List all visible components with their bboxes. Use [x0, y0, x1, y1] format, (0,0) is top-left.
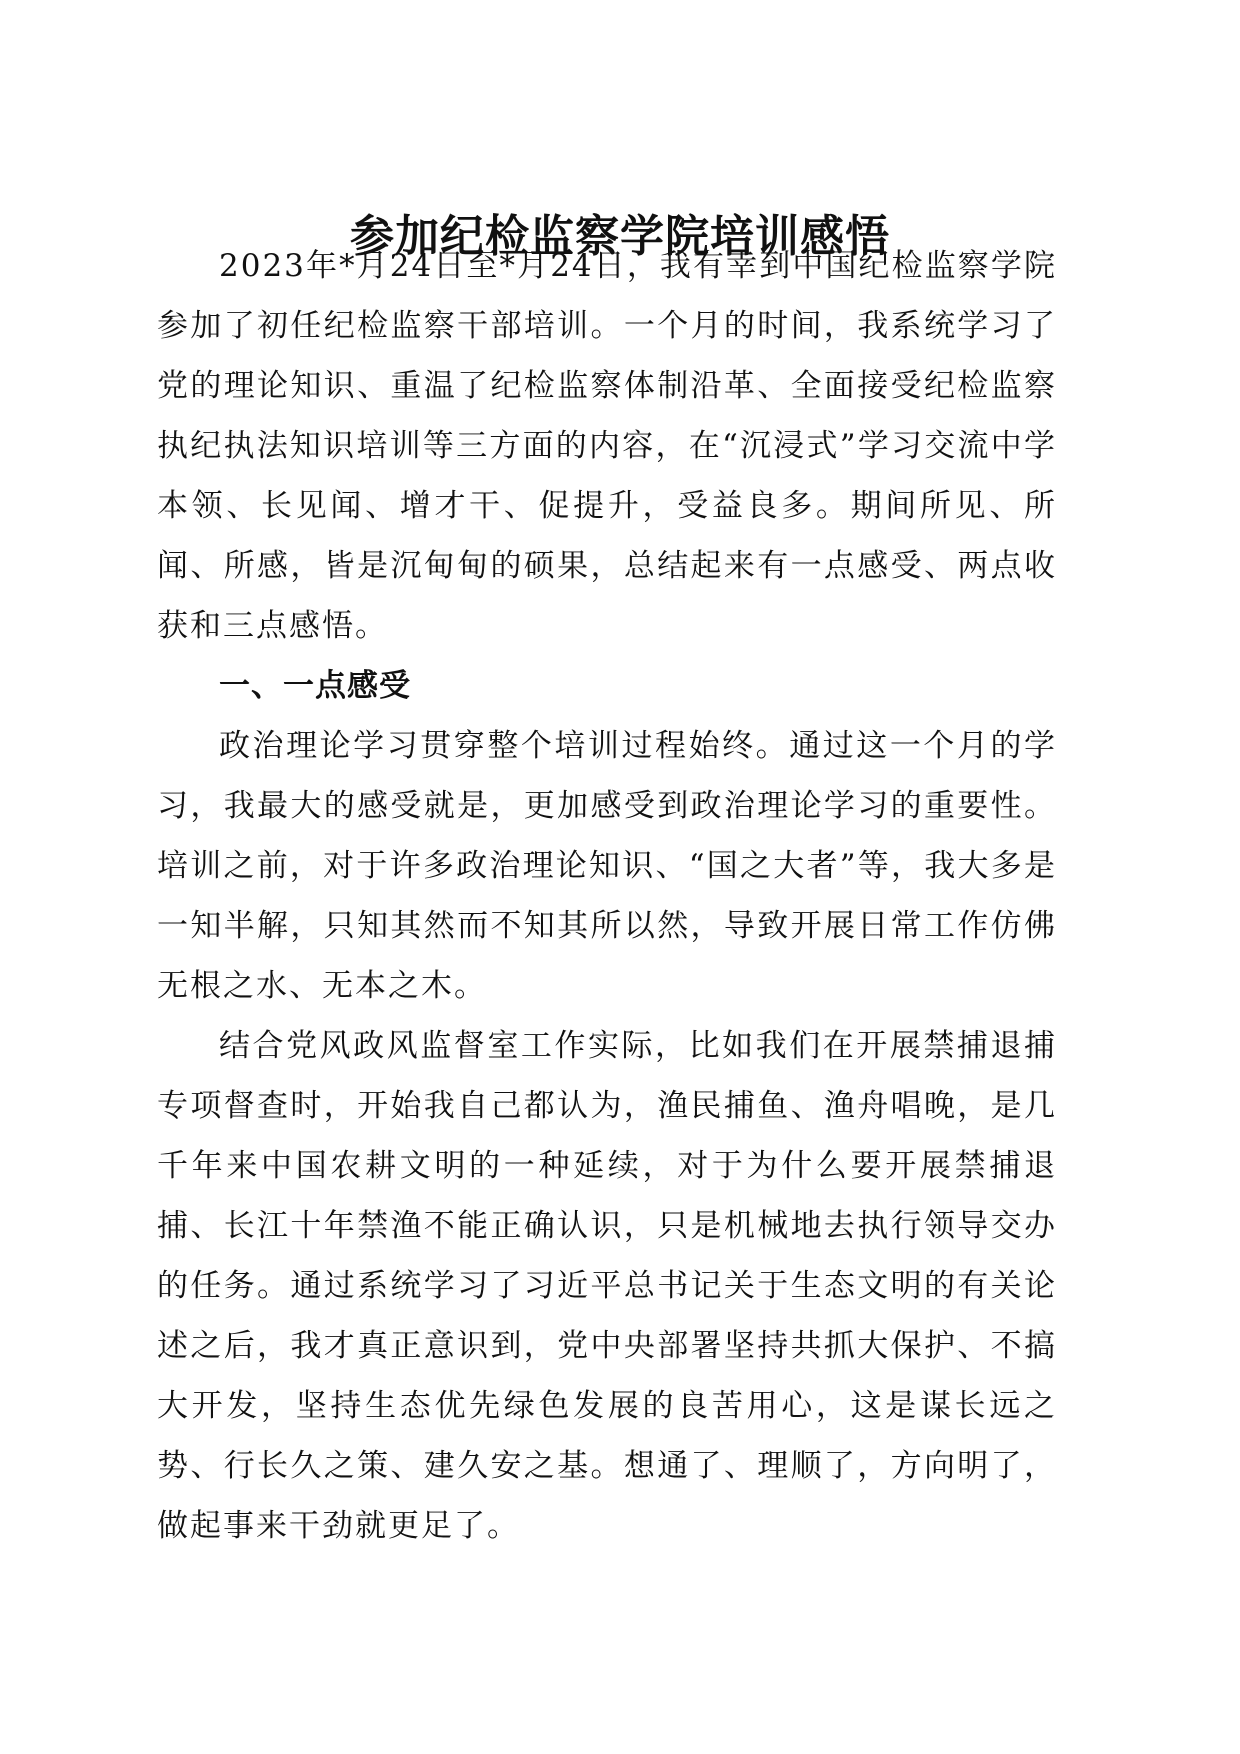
section-heading: 一、一点感受 [219, 668, 411, 704]
body-paragraph: 结合党风政风监督室工作实际，比如我们在开展禁捕退捕专项督查时，开始我自己都认为，渔民捕鱼、渔舟唱晚，是几千年来中国农耕文明的一种延续，对于为什么要开展禁捕退捕、长江十年禁渔不能正确认识，只是机械地去执行领导交办的任务。通过系统学习了习近平总书记关于生态文明的有关论述之后，我才真正意识到，党中央部署坚持共抓大保护、不搞大开发，坚持生态优先绿色发展的良苦用心，这是谋长远之势、行长久之策、建久安之基。想通了、理顺了，方向明了，做起事来干劲就更足了。 [157, 1028, 1057, 1544]
intro-paragraph: 2023年*月24日至*月24日，我有幸到中国纪检监察学院参加了初任纪检监察干部培训。一个月的时间，我系统学习了党的理论知识、重温了纪检监察体制沿革、全面接受纪检监察执纪执法知识培训等三方面的内容，在“沉浸式”学习交流中学本领、长见闻、增才干、促提升，受益良多。期间所见、所闻、所感，皆是沉甸甸的硕果，总结起来有一点感受、两点收获和三点感悟。 [157, 248, 1057, 644]
document-title: 参加纪检监察学院培训感悟 [350, 211, 890, 263]
document-body [157, 236, 1057, 1556]
body-paragraph: 政治理论学习贯穿整个培训过程始终。通过这一个月的学习，我最大的感受就是，更加感受到政治理论学习的重要性。培训之前，对于许多政治理论知识、“国之大者”等，我大多是一知半解，只知其然而不知其所以然，导致开展日常工作仿佛无根之水、无本之木。 [157, 728, 1057, 1004]
